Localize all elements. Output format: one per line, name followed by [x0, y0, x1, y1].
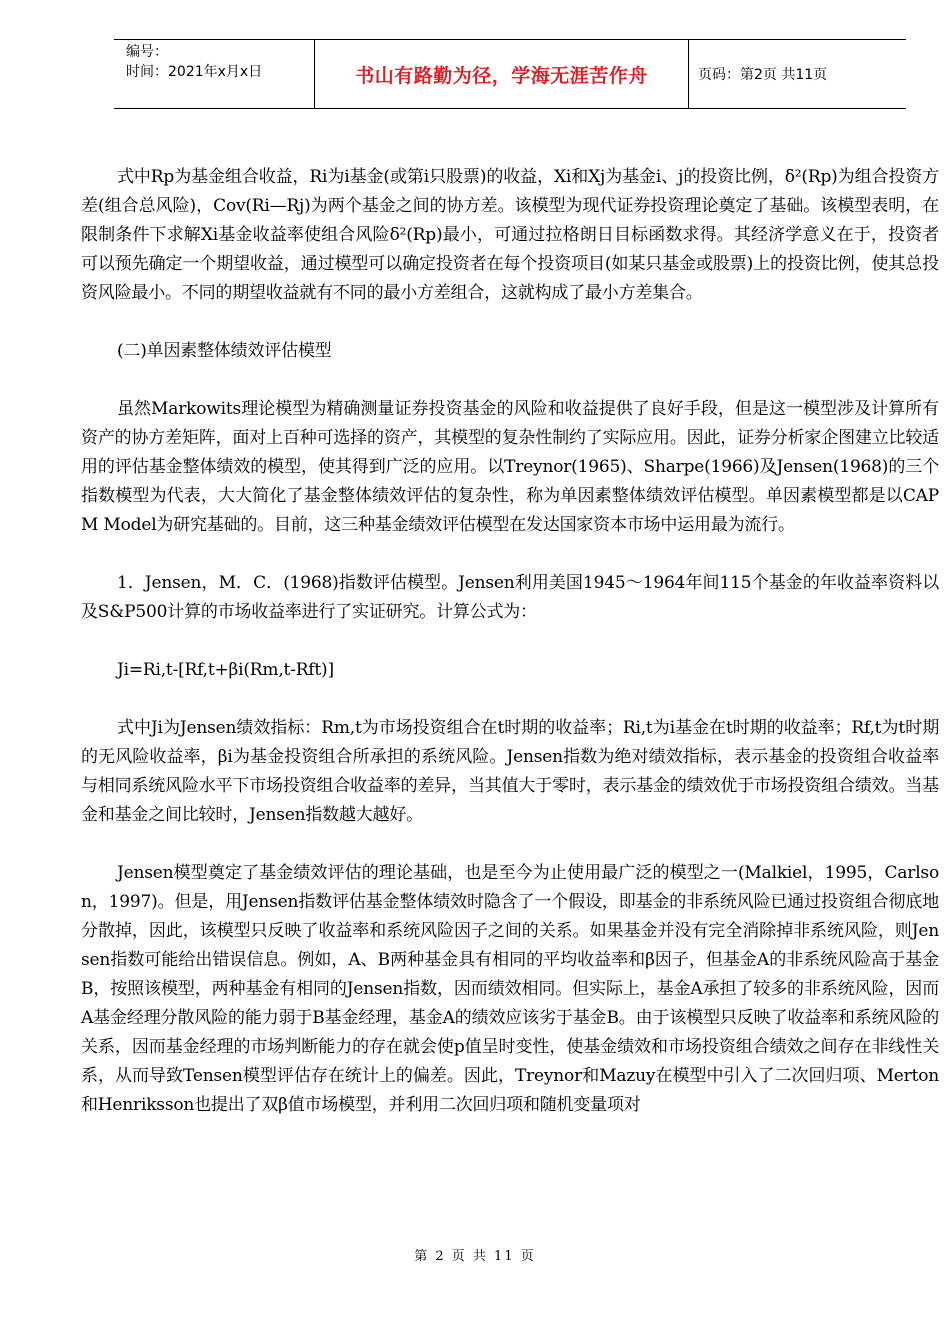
document-body: [81, 163, 939, 1120]
document-code-label: 编号：: [126, 44, 168, 60]
header-motto: 书山有路勤为径，学海无涯苦作舟: [315, 40, 689, 108]
page-header: [114, 39, 906, 109]
header-meta: [114, 40, 315, 108]
paragraph-jensen-model: 1．Jensen，M．C．(1968)指数评估模型。Jensen利用美国1945～1964年间115个基金的年收益率资料以及S&P500计算的市场收益率进行了实证研究。计算公式为：: [81, 573, 939, 622]
paragraph-jensen-critique: Jensen模型奠定了基金绩效评估的理论基础，也是至今为止使用最广泛的模型之一(Malkiel，1995，Carlson，1997)。但是，用Jensen指数评估基金整体绩效时隐含了一个假设，即基金的非系统风险已通过投资组合彻底地分散掉，因此，该模型只反映了收益率和系统风险因子之间的关系。如果基金并没有完全消除掉非系统风险，则Jensen指数可能给出错误信息。例如，A、B两种基金具有相同的平均收益率和β因子，但基金A的非系统风险高于基金B，按照该模型，两种基金有相同的Jensen指数，因而绩效相同。但实际上，基金A承担了较多的非系统风险，因而A基金经理分散风险的能力弱于B基金经理，基金A的绩效应该劣于基金B。由于该模型只反映了收益率和系统风险的关系，因而基金经理的市场判断能力的存在就会使p值呈时变性，使基金绩效和市场投资组合绩效之间存在非线性关系，从而导致Tensen模型评估存在统计上的偏差。因此，Treynor和Mazuy在模型中引入了二次回归项、Merton和Henriksson也提出了双β值市场模型，并利用二次回归项和随机变量项对: [81, 863, 939, 1115]
page-footer: 第 2 页 共 11 页: [414, 1249, 536, 1264]
paragraph-jensen-definition: 式中Ji为Jensen绩效指标：Rm,t为市场投资组合在t时期的收益率；Ri,t为i基金在t时期的收益率；Rf,t为t时期的无风险收益率，βi为基金投资组合所承担的系统风险。Jensen指数为绝对绩效指标，表示基金的投资组合收益率与相同系统风险水平下市场投资组合收益率的差异，当其值大于零时，表示基金的绩效优于市场投资组合绩效。当基金和基金之间比较时，Jensen指数越大越好。: [81, 718, 939, 825]
paragraph-single-factor-intro: 虽然Markowits理论模型为精确测量证券投资基金的风险和收益提供了良好手段，但是这一模型涉及计算所有资产的协方差矩阵，面对上百种可选择的资产，其模型的复杂性制约了实际应用。因此，证券分析家企图建立比较适用的评估基金整体绩效的模型，使其得到广泛的应用。以Treynor(1965)、Sharpe(1966)及Jensen(1968)的三个指数模型为代表，大大简化了基金整体绩效评估的复杂性，称为单因素整体绩效评估模型。单因素模型都是以CAPM Model为研究基础的。目前，这三种基金绩效评估模型在发达国家资本市场中运用最为流行。: [81, 399, 939, 535]
jensen-formula: Ji=Ri,t-[Rf,t+βi(Rm,t-Rft)]: [117, 660, 334, 680]
section-heading-single-factor: (二)单因素整体绩效评估模型: [117, 341, 332, 361]
paragraph-variance-model: 式中Rp为基金组合收益，Ri为i基金(或第i只股票)的收益，Xi和Xj为基金i、j的投资比例，δ²(Rp)为组合投资方差(组合总风险)，Cov(Ri—Rj)为两个基金之间的协方差。该模型为现代证券投资理论奠定了基础。该模型表明，在限制条件下求解Xi基金收益率使组合风险δ²(Rp)最小，可通过拉格朗日目标函数求得。其经济学意义在于，投资者可以预先确定一个期望收益，通过模型可以确定投资者在每个投资项目(如某只基金或股票)上的投资比例，使其总投资风险最小。不同的期望收益就有不同的最小方差组合，这就构成了最小方差集合。: [81, 167, 939, 303]
document-time-label: 时间：2021年x月x日: [126, 64, 263, 80]
header-page-number: 页码：第2页 共11页: [698, 67, 828, 83]
